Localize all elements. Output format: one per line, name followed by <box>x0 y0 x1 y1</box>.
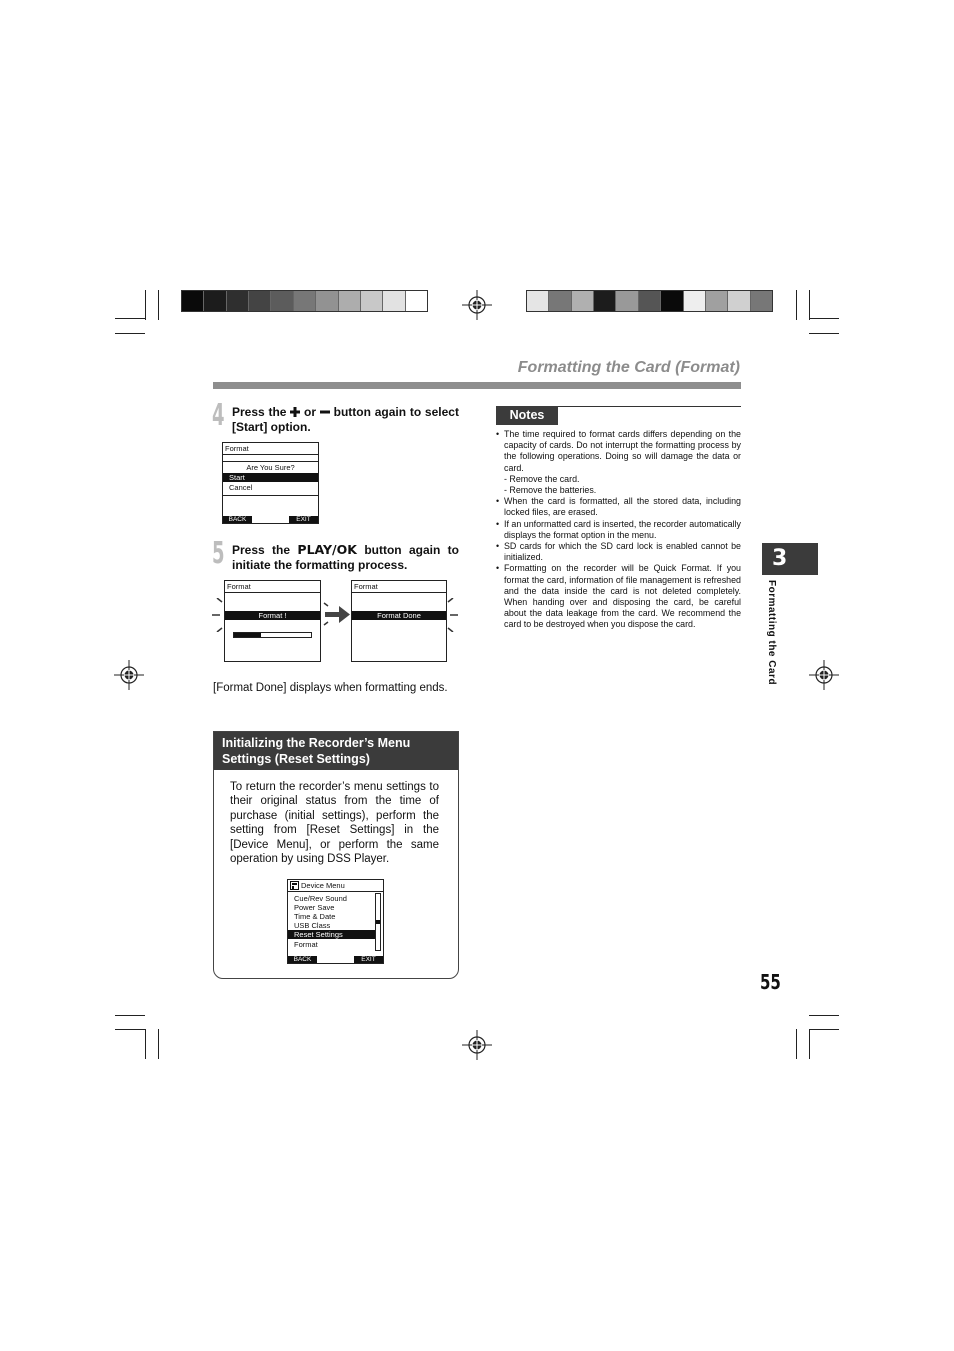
format-progress-fill <box>234 633 261 637</box>
section-rule <box>213 382 741 389</box>
note-item: • Formatting on the recorder will be Quick Format. If you format the card, information of file management is refreshed and the data inside the card is not deleted completely. When handing over and disposing the card, be careful about the data leakage from the card. We recommend the card to be destroyed when you dispose the card. <box>496 563 741 630</box>
screen-title: Format <box>354 582 378 591</box>
registration-mark-icon <box>462 290 492 320</box>
menu-scrollbar[interactable] <box>375 893 381 951</box>
format-confirm-screen <box>222 442 319 524</box>
format-status-message: Format ! <box>225 611 320 620</box>
screen-title: Format <box>227 582 251 591</box>
screen-title: Format <box>225 444 249 453</box>
chapter-side-label: Formatting the Card <box>766 580 777 686</box>
menu-option-cancel[interactable]: Cancel <box>229 483 253 492</box>
registration-mark-icon <box>462 1030 492 1060</box>
gray-scale-bar-right <box>526 290 773 312</box>
menu-item[interactable]: Power Save <box>294 903 335 912</box>
section-title: Formatting the Card (Format) <box>517 359 740 376</box>
page-number: 55 <box>760 970 781 994</box>
note-item: • SD cards for which the SD card lock is enabled cannot be initialized. <box>496 541 741 563</box>
format-progress-bar <box>233 632 312 638</box>
format-done-screen <box>351 580 447 662</box>
registration-mark-icon <box>114 660 144 690</box>
note-subitem: - Remove the batteries. <box>504 485 597 496</box>
minus-icon <box>320 407 330 417</box>
step-number: 5 <box>212 536 225 571</box>
step-number: 4 <box>212 398 225 433</box>
menu-option-start[interactable]: Start <box>223 473 318 482</box>
note-item: • When the card is formatted, all the stored data, including locked files, are erased. <box>496 496 741 518</box>
note-subitem: - Remove the card. <box>504 473 580 484</box>
plus-icon <box>290 407 300 417</box>
menu-item[interactable]: Time & Date <box>294 912 336 921</box>
menu-folder-icon <box>290 881 299 890</box>
notes-label: Notes <box>496 406 558 425</box>
step-4-instruction: Press the or button again to select [Start] option. <box>232 405 459 434</box>
formatting-progress-screen <box>224 580 321 662</box>
back-softkey[interactable]: BACK <box>288 956 317 963</box>
scrollbar-thumb[interactable] <box>376 920 380 924</box>
step-5-instruction: Press the PLAY/OK button again to initiate the formatting process. <box>232 542 459 572</box>
format-status-message: Format Done <box>352 611 446 620</box>
menu-item[interactable]: Format <box>294 940 318 949</box>
menu-item[interactable]: USB Class <box>294 921 331 930</box>
device-menu-screen <box>287 879 384 964</box>
notes-list <box>496 429 741 631</box>
reset-settings-body: To return the recorder’s menu settings to their original status from the time of purchase (initial settings), perform the setting from [Reset Settings] in the [Device Menu], or perform the same operation by using DSS Player. <box>230 781 439 866</box>
confirm-dialog <box>223 461 318 496</box>
chapter-tab: 3 <box>762 543 818 575</box>
note-item: • If an unformatted card is inserted, the recorder automatically displays the format option in the menu. <box>496 519 741 541</box>
exit-softkey[interactable]: EXIT <box>354 956 383 963</box>
back-softkey[interactable]: BACK <box>223 516 252 523</box>
menu-item-selected[interactable]: Reset Settings <box>288 930 375 939</box>
format-done-caption: [Format Done] displays when formatting ends. <box>213 682 448 694</box>
arrow-right-icon <box>322 602 352 626</box>
menu-item[interactable]: Cue/Rev Sound <box>294 894 347 903</box>
reset-settings-heading: Initializing the Recorder’s Menu Settings (Reset Settings) <box>214 732 458 770</box>
play-ok-button-label: PLAY/OK <box>297 542 357 557</box>
exit-softkey[interactable]: EXIT <box>289 516 318 523</box>
screen-title: Device Menu <box>301 881 345 890</box>
gray-scale-bar-left <box>181 290 428 312</box>
notes-rule <box>558 406 741 407</box>
reset-settings-section <box>213 731 459 979</box>
confirm-question: Are You Sure? <box>246 463 295 472</box>
registration-mark-icon <box>809 660 839 690</box>
note-item: • The time required to format cards differs depending on the capacity of cards. Do not interrupt the formatting process by the following operations. Doing so will damage the data or card. - Remove the card. - Remove the batteries. <box>496 429 741 496</box>
